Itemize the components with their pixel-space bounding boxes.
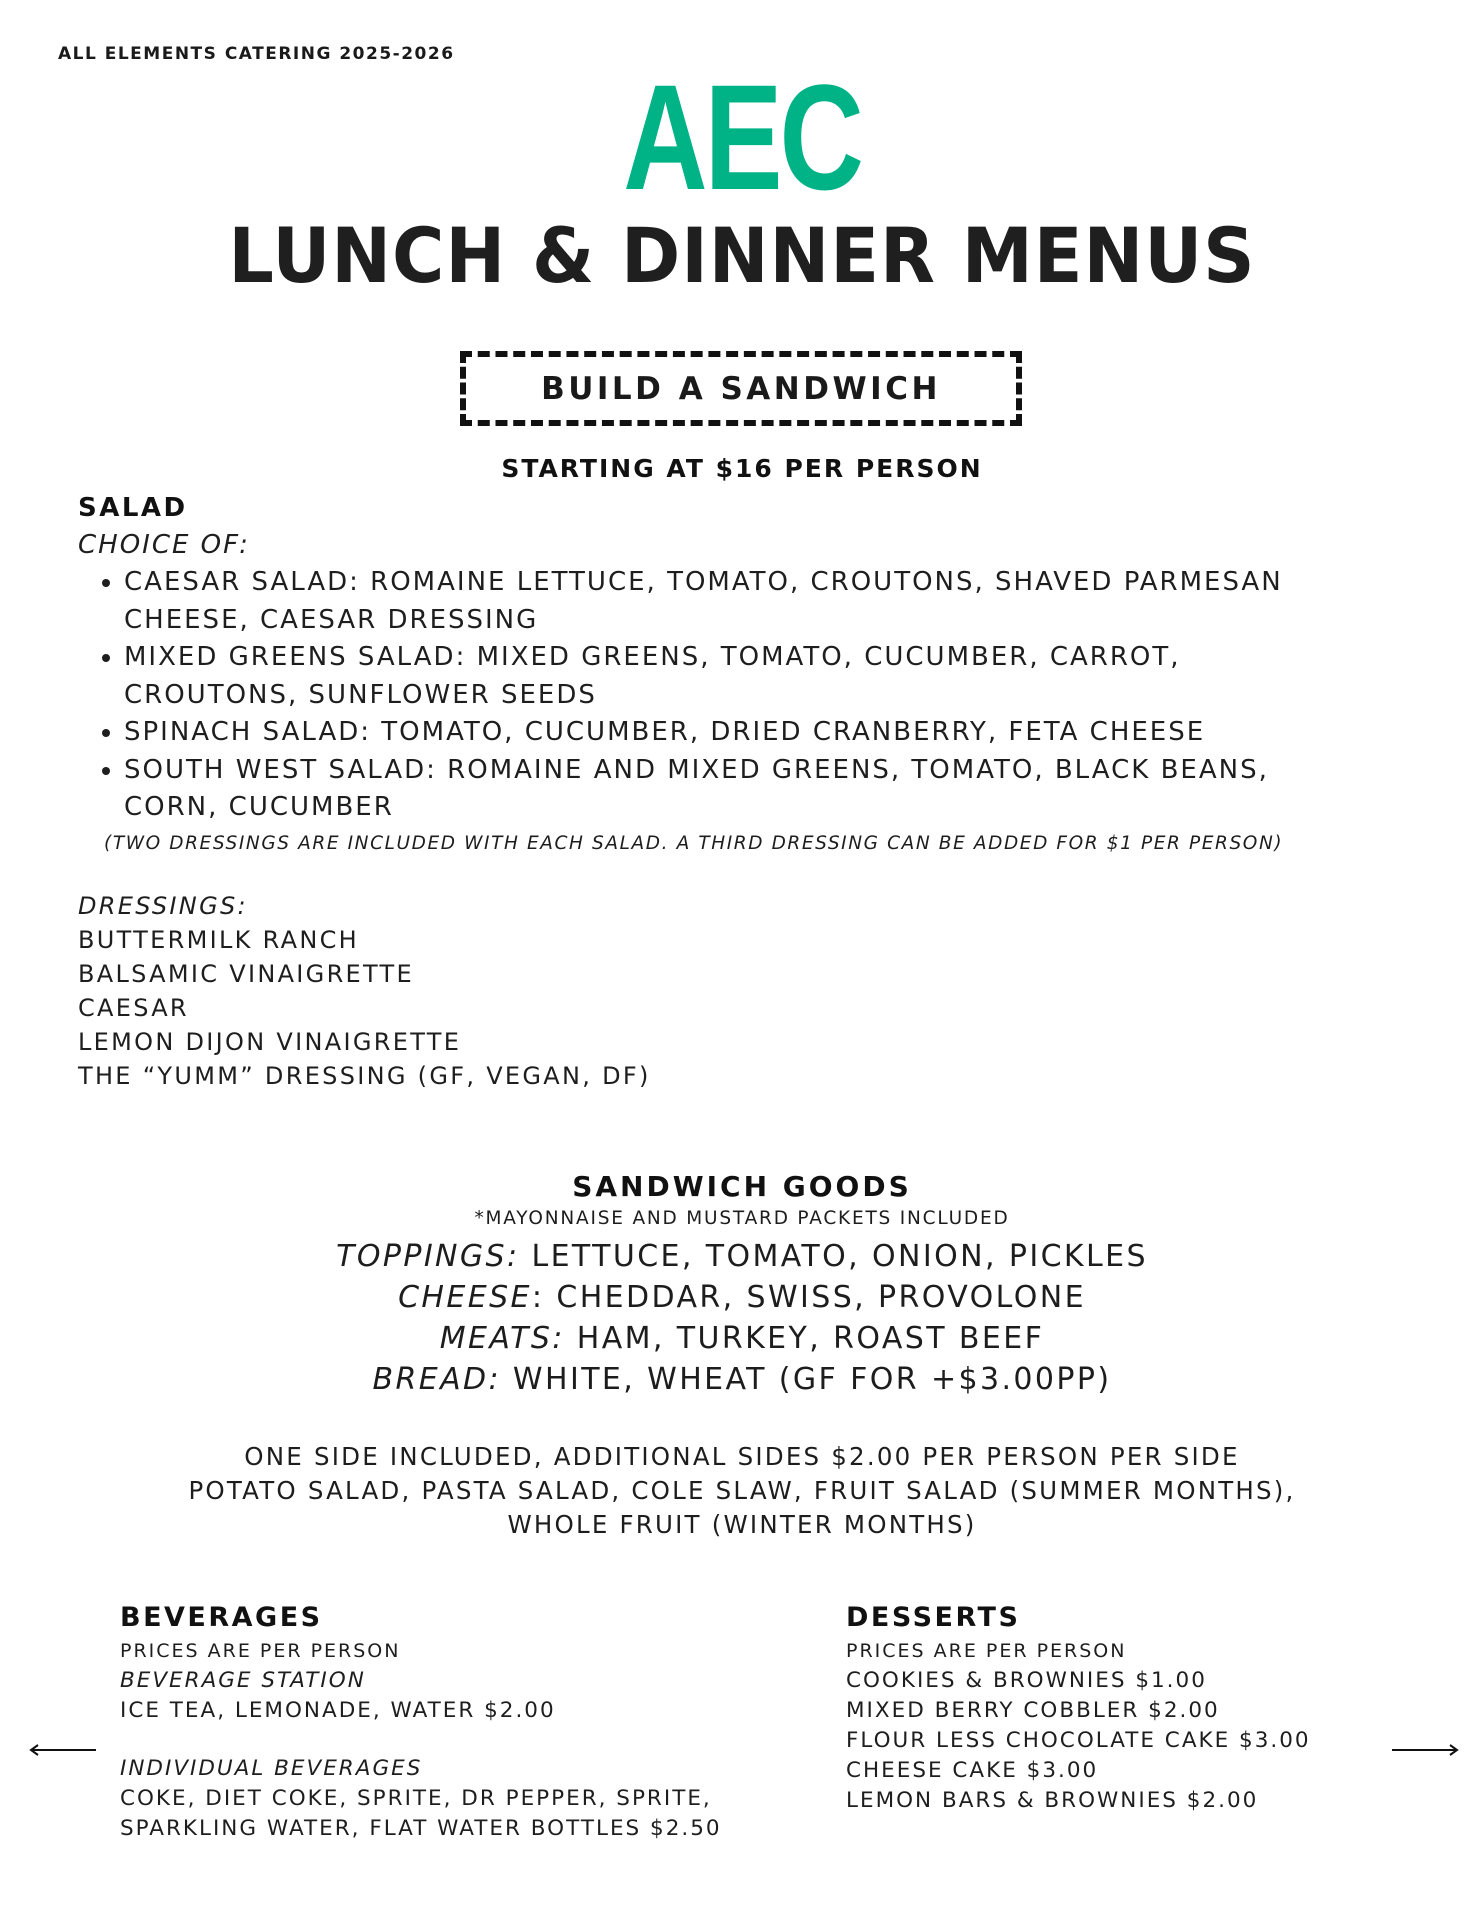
sandwich-goods-line [0, 1318, 1484, 1359]
desserts-subheading: PRICES ARE PER PERSON [846, 1640, 1127, 1662]
toppings-label: TOPPINGS: [336, 1239, 520, 1274]
arrow-left-icon[interactable] [28, 1740, 98, 1760]
meats-value: HAM, TURKEY, ROAST BEEF [564, 1321, 1045, 1356]
dressing-item: LEMON DIJON VINAIGRETTE [78, 1027, 462, 1056]
salad-item-line: MIXED GREENS SALAD: MIXED GREENS, TOMATO, CUCUMBER, CARROT, [124, 642, 1181, 672]
dessert-item: COOKIES & BROWNIES $1.00 [846, 1668, 1207, 1693]
individual-beverages-heading: INDIVIDUAL BEVERAGES [120, 1756, 423, 1781]
salad-item-line: CAESAR SALAD: ROMAINE LETTUCE, TOMATO, CROUTONS, SHAVED PARMESAN [124, 567, 1283, 597]
beverages-section [120, 1600, 800, 1844]
dressing-item: BUTTERMILK RANCH [78, 925, 359, 954]
starting-price: STARTING AT $16 PER PERSON [501, 454, 983, 483]
beverage-station-line: ICE TEA, LEMONADE, WATER $2.00 [120, 1698, 556, 1723]
dressing-item: THE “YUMM” DRESSING (GF, VEGAN, DF) [78, 1061, 651, 1090]
salad-item [124, 714, 1418, 752]
aec-logo: AEC [623, 53, 861, 221]
dessert-item: MIXED BERRY COBBLER $2.00 [846, 1698, 1220, 1723]
desserts-heading: DESSERTS [846, 1602, 1021, 1633]
salad-item-line: SPINACH SALAD: TOMATO, CUCUMBER, DRIED CRANBERRY, FETA CHEESE [124, 717, 1206, 747]
sandwich-goods-heading: SANDWICH GOODS [572, 1170, 912, 1203]
meats-label: MEATS: [439, 1321, 565, 1356]
dressings-list [78, 889, 1418, 1093]
build-a-sandwich-label: BUILD A SANDWICH [541, 370, 941, 407]
spacer [120, 1726, 800, 1754]
toppings-value: LETTUCE, TOMATO, ONION, PICKLES [519, 1239, 1148, 1274]
sides-line: ONE SIDE INCLUDED, ADDITIONAL SIDES $2.00 PER PERSON PER SIDE [244, 1442, 1240, 1471]
bread-label: BREAD: [372, 1362, 501, 1397]
individual-beverages-line: COKE, DIET COKE, SPRITE, DR PEPPER, SPRITE, [120, 1786, 712, 1811]
salad-item [124, 564, 1418, 639]
salad-section [78, 490, 1418, 1093]
dessert-item: LEMON BARS & BROWNIES $2.00 [846, 1788, 1259, 1813]
salad-item [124, 752, 1418, 827]
dessert-item: FLOUR LESS CHOCOLATE CAKE $3.00 [846, 1728, 1311, 1753]
sandwich-goods-line [0, 1359, 1484, 1400]
salad-item-line: CORN, CUCUMBER [124, 792, 394, 822]
salad-item [124, 639, 1418, 714]
sides-line: WHOLE FRUIT (WINTER MONTHS) [507, 1510, 977, 1539]
arrow-right-icon[interactable] [1390, 1740, 1460, 1760]
beverage-station-heading: BEVERAGE STATION [120, 1668, 366, 1693]
beverages-heading: BEVERAGES [120, 1602, 323, 1633]
sides-line: POTATO SALAD, PASTA SALAD, COLE SLAW, FRUIT SALAD (SUMMER MONTHS), [188, 1476, 1296, 1505]
dressing-item: BALSAMIC VINAIGRETTE [78, 959, 414, 988]
cheese-label: CHEESE [398, 1280, 532, 1315]
dressings-heading: DRESSINGS: [78, 891, 248, 920]
dressing-item: CAESAR [78, 993, 189, 1022]
desserts-section [846, 1600, 1446, 1816]
salad-list [78, 564, 1418, 827]
sandwich-goods-note: *MAYONNAISE AND MUSTARD PACKETS INCLUDED [474, 1208, 1010, 1229]
salad-item-line: SOUTH WEST SALAD: ROMAINE AND MIXED GREENS, TOMATO, BLACK BEANS, [124, 754, 1269, 785]
header-topline: ALL ELEMENTS CATERING 2025-2026 [58, 44, 455, 64]
sides-info [0, 1440, 1484, 1542]
sandwich-goods-line [0, 1236, 1484, 1277]
salad-item-line: CROUTONS, SUNFLOWER SEEDS [124, 679, 597, 710]
salad-dressing-note: (TWO DRESSINGS ARE INCLUDED WITH EACH SALAD. A THIRD DRESSING CAN BE ADDED FOR $1 PER PERSON) [104, 832, 1284, 854]
bread-value: WHITE, WHEAT (GF FOR +$3.00PP) [501, 1362, 1112, 1397]
individual-beverages-line: SPARKLING WATER, FLAT WATER BOTTLES $2.50 [120, 1816, 722, 1841]
cheese-value: : CHEDDAR, SWISS, PROVOLONE [531, 1280, 1086, 1315]
dessert-item: CHEESE CAKE $3.00 [846, 1758, 1099, 1783]
build-a-sandwich-box [460, 351, 1022, 426]
beverages-subheading: PRICES ARE PER PERSON [120, 1640, 401, 1662]
salad-heading: SALAD [78, 493, 188, 523]
sandwich-goods-line [0, 1277, 1484, 1318]
page-title: LUNCH & DINNER MENUS [228, 211, 1256, 300]
sandwich-goods-list [0, 1236, 1484, 1400]
salad-choice-label: CHOICE OF: [78, 530, 250, 560]
salad-item-line: CHEESE, CAESAR DRESSING [124, 604, 539, 635]
